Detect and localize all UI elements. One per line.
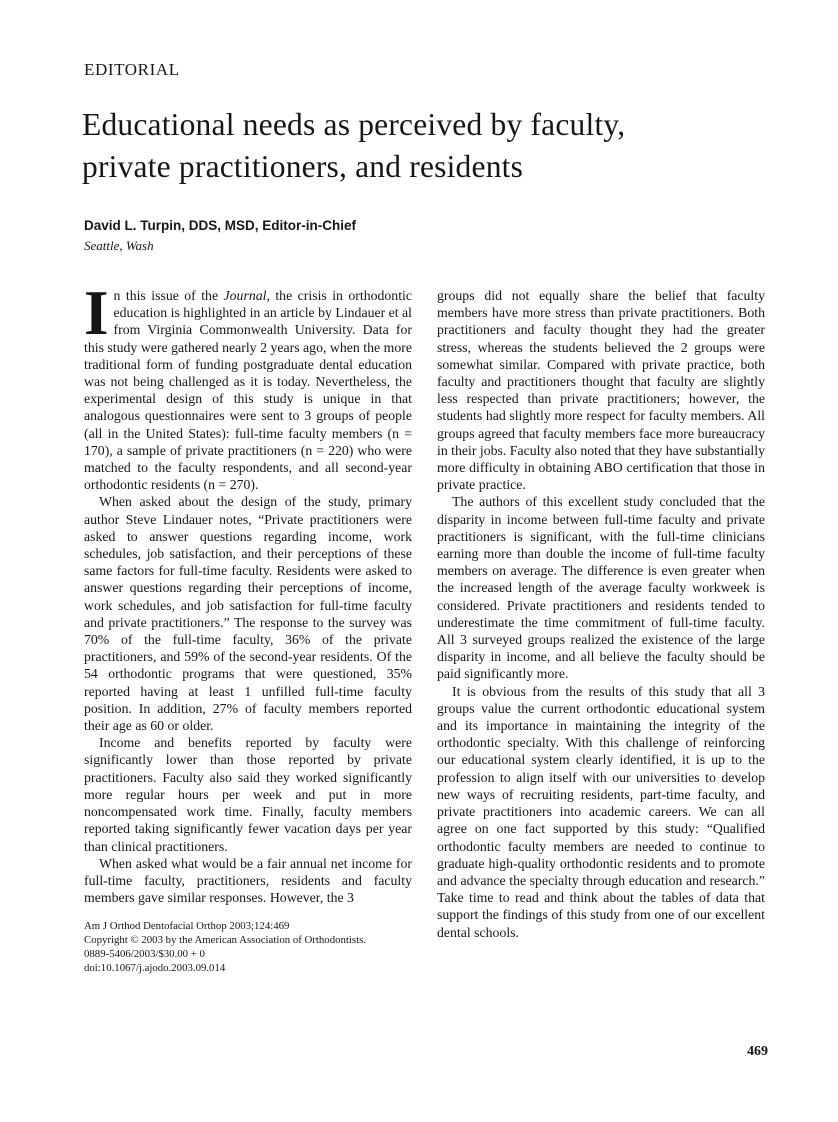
footnote-issn-price: 0889-5406/2003/$30.00 + 0 — [84, 948, 205, 961]
paragraph-lead — [84, 278, 412, 493]
footnote-copyright: Copyright © 2003 by the American Association of Orthodontists. — [84, 934, 366, 947]
journal-name-italic: Journal — [223, 288, 267, 303]
section-label: EDITORIAL — [84, 60, 180, 79]
article-title-line2: private practitioners, and residents — [82, 149, 524, 184]
lead-text-after-italic: , the crisis in orthodontic education is highlighted in an article by Lindauer et al from Virginia Commonwealth University. Data for this study were gathered nearly 2 years ago, when the more traditional form of funding postgraduate dental education was not being challenged as it is today. Nevertheless, the experimental design of this study is unique in that analogous questionnaires were sent to 3 groups of people (all in the United States): full-time faculty members (n = 170), a sample of private practitioners (n = 220) who were matched to the faculty respondents, and all second-year orthodontic residents (n = 270). — [84, 288, 412, 493]
footnote — [84, 919, 412, 975]
footnote-citation: Am J Orthod Dentofacial Orthop 2003;124:469 — [84, 920, 290, 933]
left-column — [84, 278, 412, 975]
footnote-doi: doi:10.1067/j.ajodo.2003.09.014 — [84, 962, 226, 975]
author-byline: David L. Turpin, DDS, MSD, Editor-in-Chief — [84, 218, 356, 233]
paragraph-continuation: groups did not equally share the belief that faculty members have more stress than private practitioners. Both practitioners and faculty thought they had the greater stress, whereas the students believed the 2 groups were somewhat similar. Compared with private practice, both faculty and practitioners thought that faculty are slightly less respected than private practitioners; however, the students had slightly more respect for faculty members. All groups agreed that faculty members face more bureaucracy in their jobs. Faculty also noted that they have substantially more difficulty in obtaining ABO certification that those in private practice. — [437, 288, 765, 493]
paragraph: Income and benefits reported by faculty were significantly lower than those reported by private practitioners. Faculty also said they worked significantly more regular hours per week and put in more noncompensated work time. Finally, faculty members reported taking significantly fewer vacation days per year than clinical practitioners. — [84, 735, 412, 854]
page-number: 469 — [747, 1044, 768, 1059]
drop-cap: I — [84, 278, 109, 348]
paragraph: It is obvious from the results of this study that all 3 groups value the current orthodontic educational system and its importance in maintaining the integrity of the orthodontic specialty. With this challenge of reinforcing our educational system clearly identified, it is up to the profession to align itself with our universities to develop new ways of recruiting residents, part-time faculty, and private practitioners into academic careers. We can all agree on one fact supported by this study: “Qualified orthodontic faculty members are needed to continue to graduate high-quality orthodontic residents and to promote and advance the specialty through education and research.” Take time to read and think about the tables of data that support the findings of this study from one of our excellent dental schools. — [437, 683, 765, 940]
right-column — [437, 287, 765, 975]
lead-text-before-italic: n this issue of the — [113, 288, 224, 303]
paragraph: The authors of this excellent study concluded that the disparity in income between full-time faculty and private practitioners is significant, with the full-time clinicians earning more than double the income of full-time faculty members on average. The difference is even greater when the increased length of the average faculty workweek is considered. Private practitioners and residents tended to underestimate the time commitment of full-time faculty. All 3 surveyed groups realized the existence of the large disparity in income, and all believe the faculty should be paid significantly more. — [437, 494, 765, 682]
article-title — [82, 104, 625, 188]
author-affiliation: Seattle, Wash — [84, 238, 154, 253]
paragraph: When asked what would be a fair annual net income for full-time faculty, practitioners, residents and faculty members gave similar responses. However, the 3 — [84, 855, 412, 906]
article-title-line1: Educational needs as perceived by faculty, — [82, 107, 626, 142]
article-body — [84, 278, 765, 975]
paragraph: When asked about the design of the study, primary author Steve Lindauer notes, “Private practitioners were asked to answer questions regarding income, work schedules, job satisfaction, and their perceptions of these same factors for full-time faculty. Residents were asked to answer questions regarding their perceptions of income, work schedules, and job satisfaction for full-time faculty and private practitioners.” The response to the survey was 70% of the full-time faculty, 36% of the private practitioners, and 59% of the second-year residents. Of the 54 orthodontic programs that were questioned, 35% reported having at least 1 unfilled full-time faculty position. In addition, 27% of faculty members reported their age as 60 or older. — [84, 494, 412, 734]
